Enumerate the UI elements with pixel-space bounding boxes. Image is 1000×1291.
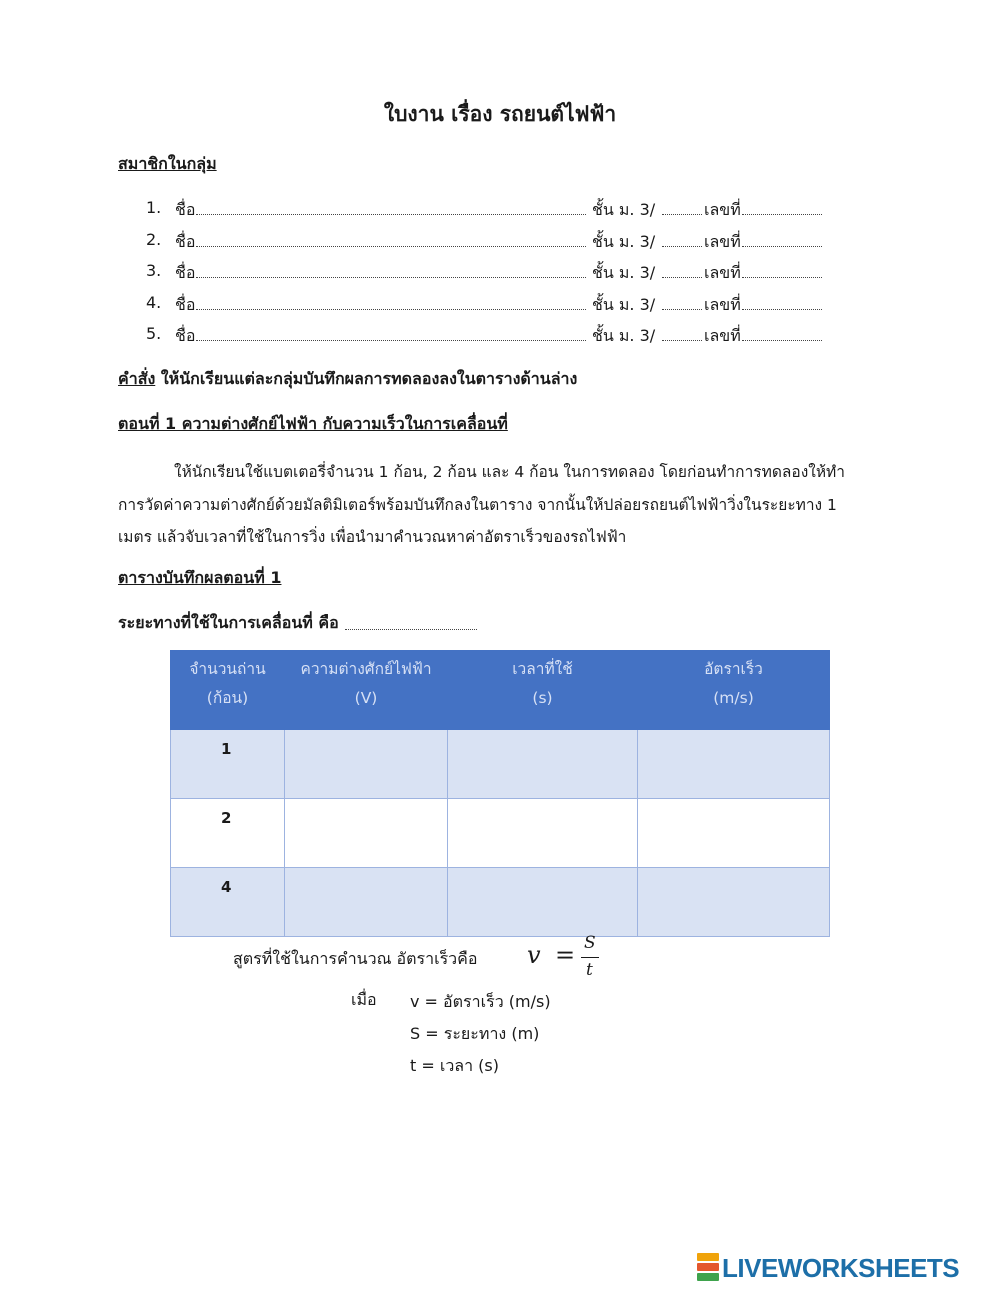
table-header-row [171,651,830,730]
header-batteries [171,651,285,730]
name-label: ชื่อ [175,231,196,251]
paragraph-line: เมตร แล้วจับเวลาที่ใช้ในการวิ่ง เพื่อนำมาคำนวณหาค่าอัตราเร็วของรถไฟฟ้า [118,528,627,546]
member-row [118,194,838,226]
header-line: (V) [354,689,378,707]
member-row [118,226,838,258]
member-list [118,194,838,352]
members-heading: สมาชิกในกลุ่ม [118,154,217,173]
number-blank[interactable] [742,246,822,247]
results-table [170,650,830,937]
header-voltage [285,651,448,730]
name-blank[interactable] [196,246,586,247]
speed-formula [527,935,627,985]
class-label: ชั้น ม. 3/ [592,200,656,219]
fraction-bar [581,957,599,958]
class-label: ชั้น ม. 3/ [592,294,656,314]
instruction-label: คำสั่ง [118,369,156,388]
member-row [118,320,838,352]
when-label: เมื่อ [351,990,377,1009]
speed-input-cell[interactable] [638,868,830,937]
distance-blank[interactable] [345,629,477,630]
speed-input-cell[interactable] [638,799,830,868]
number-blank[interactable] [742,214,822,215]
member-number: 1. [146,198,162,217]
number-label: เลขที่ [704,294,741,314]
number-blank[interactable] [742,309,822,310]
definition-v: v = อัตราเร็ว (m/s) [410,992,551,1011]
name-blank[interactable] [196,309,586,310]
header-line: จำนวนถ่าน [189,660,266,678]
logo-block [697,1263,719,1271]
formula-denominator: t [586,960,593,980]
header-line: เวลาที่ใช้ [512,660,573,678]
battery-count-cell: 2 [171,799,285,868]
time-input-cell[interactable] [448,799,638,868]
logo-block [697,1253,719,1261]
class-label: ชั้น ม. 3/ [592,263,656,282]
class-blank[interactable] [662,277,702,278]
class-blank[interactable] [662,246,702,247]
number-blank[interactable] [742,340,822,341]
number-label: เลขที่ [704,231,741,251]
formula-numerator: S [584,933,596,953]
paragraph-line: การวัดค่าความต่างศักย์ด้วยมัลติมิเตอร์พร้อมบันทึกลงในตาราง จากนั้นให้ปล่อยรถยนต์ไฟฟ้าวิ่งในระยะทาง 1 [118,495,837,514]
part1-heading: ตอนที่ 1 ความต่างศักย์ไฟฟ้า กับความเร็วในการเคลื่อนที่ [118,414,508,433]
header-line: (m/s) [713,689,754,707]
member-number: 4. [146,292,162,312]
instruction-text: ให้นักเรียนแต่ละกลุ่มบันทึกผลการทดลองลงในตารางด้านล่าง [155,369,578,388]
paragraph-line: ให้นักเรียนใช้แบตเตอรี่จำนวน 1 ก้อน, 2 ก้อน และ 4 ก้อน ในการทดลอง โดยก่อนทำการทดลองให้ทำ [174,463,845,481]
table-heading: ตารางบันทึกผลตอนที่ 1 [118,568,282,587]
voltage-input-cell[interactable] [285,799,448,868]
table-row [171,868,830,937]
name-label: ชื่อ [175,326,196,345]
logo-text: LIVEWORKSHEETS [722,1253,960,1283]
battery-count-cell: 4 [171,868,285,937]
header-line: (s) [532,689,553,707]
member-number: 2. [146,229,162,249]
voltage-input-cell[interactable] [285,868,448,937]
name-blank[interactable] [196,214,586,215]
formula-definitions [410,986,551,1082]
table-row [171,730,830,799]
class-blank[interactable] [662,309,702,310]
name-label: ชื่อ [175,200,196,219]
class-label: ชั้น ม. 3/ [592,231,656,251]
member-number: 3. [146,261,162,280]
name-blank[interactable] [196,340,586,341]
worksheet-title: ใบงาน เรื่อง รถยนต์ไฟฟ้า [383,102,617,126]
voltage-input-cell[interactable] [285,730,448,799]
distance-line [118,611,477,636]
distance-label: ระยะทางที่ใช้ในการเคลื่อนที่ คือ [118,613,339,632]
formula-label: สูตรที่ใช้ในการคำนวณ อัตราเร็วคือ [233,949,478,968]
number-label: เลขที่ [704,326,741,345]
header-speed [638,651,830,730]
member-row [118,257,838,289]
formula-v: v [527,941,541,969]
member-row [118,289,838,321]
class-label: ชั้น ม. 3/ [592,326,656,345]
header-line: ความต่างศักย์ไฟฟ้า [300,660,432,678]
number-blank[interactable] [742,277,822,278]
logo-icon [697,1253,719,1281]
header-time [448,651,638,730]
time-input-cell[interactable] [448,730,638,799]
liveworksheets-logo [697,1253,959,1285]
header-line: (ก้อน) [206,689,249,707]
logo-block [697,1273,719,1281]
class-blank[interactable] [662,340,702,341]
table-row [171,799,830,868]
definition-t: t = เวลา (s) [410,1056,499,1075]
definition-s: S = ระยะทาง (m) [410,1024,540,1043]
class-blank[interactable] [662,214,702,215]
header-line: อัตราเร็ว [704,660,763,678]
speed-input-cell[interactable] [638,730,830,799]
formula-equals: = [555,941,576,969]
name-label: ชื่อ [175,263,196,282]
name-blank[interactable] [196,277,586,278]
battery-count-cell: 1 [171,730,285,799]
name-label: ชื่อ [175,294,196,314]
number-label: เลขที่ [704,200,741,219]
instruction [118,367,577,392]
member-number: 5. [146,324,162,343]
number-label: เลขที่ [704,263,741,282]
time-input-cell[interactable] [448,868,638,937]
part1-paragraph [118,456,874,554]
